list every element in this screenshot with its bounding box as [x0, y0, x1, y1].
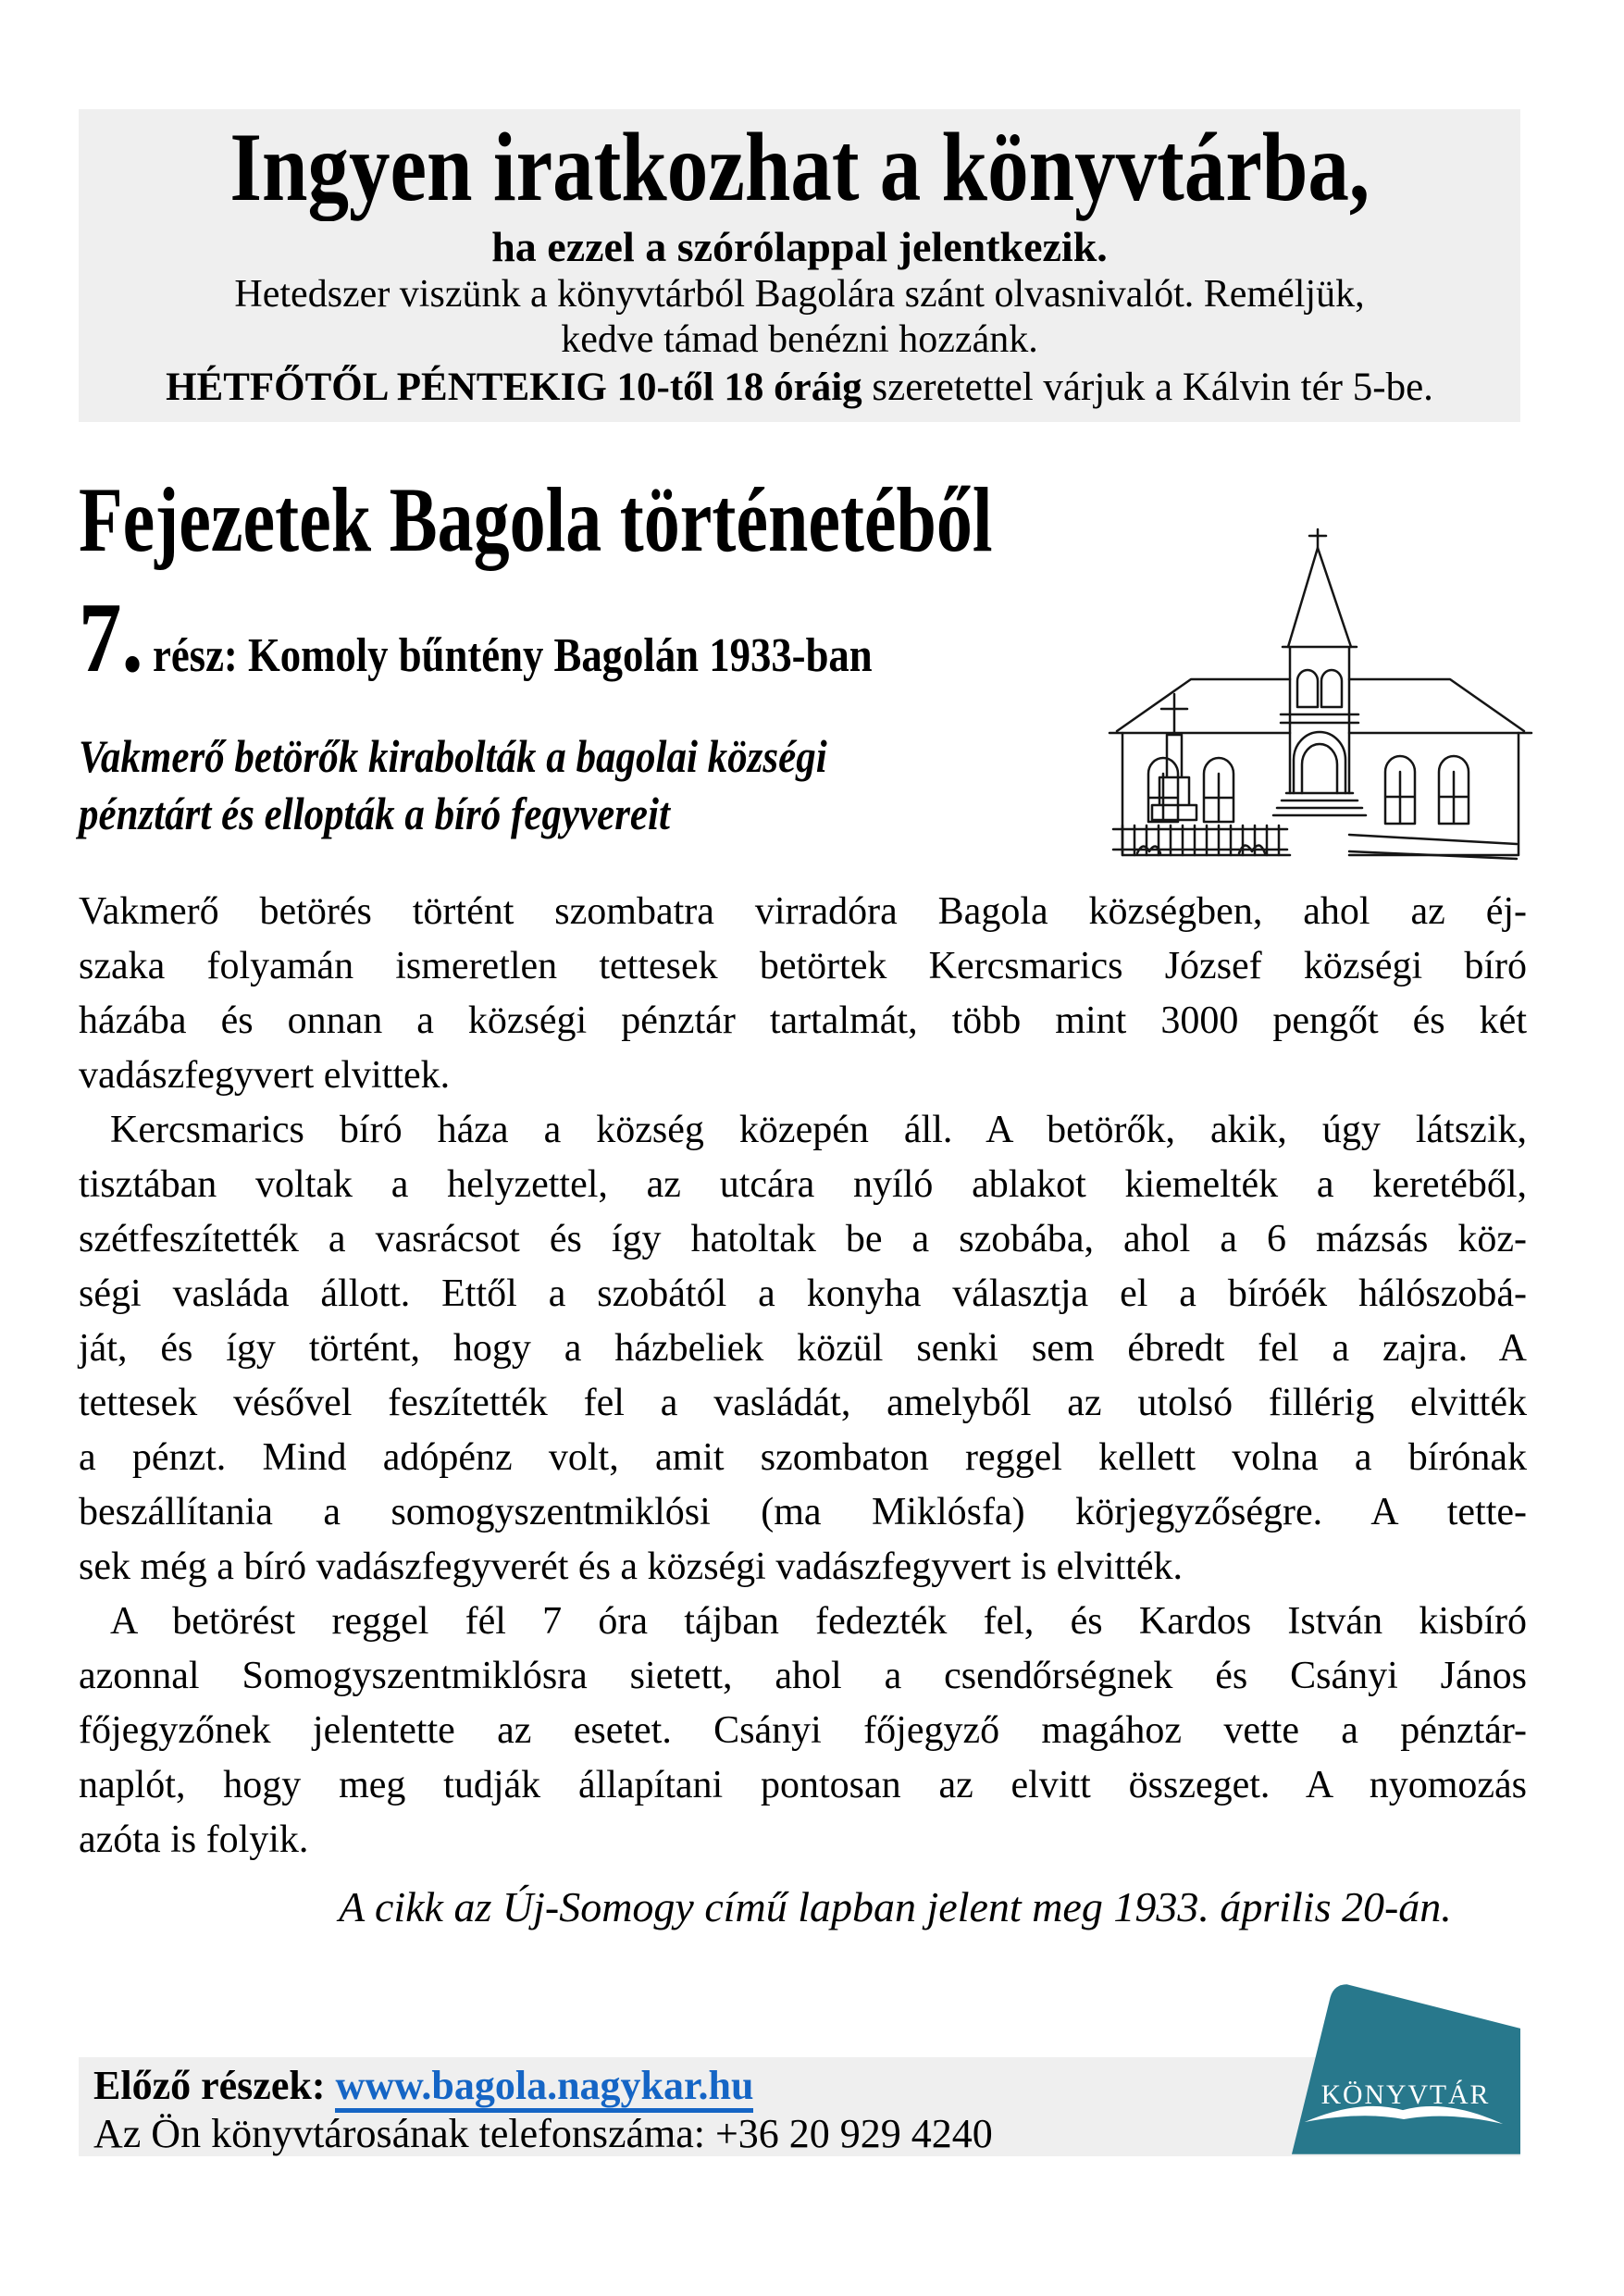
citation-line: A cikk az Új-Somogy című lapban jelent meg 1933. április 20-án. [339, 1883, 1452, 1930]
library-logo [1286, 1981, 1520, 2154]
opening-hours-line [79, 363, 1520, 413]
church-entrance-inner-arch [1302, 744, 1337, 793]
body-text-line: ját, és így történt, hogy a házbeliek közül senki sem ébredt fel a zajra. A [79, 1327, 1527, 1370]
body-text-line: azonnal Somogyszentmiklósra sietett, ahol a csendőrségnek és Csányi János [79, 1655, 1527, 1697]
church-window [1204, 758, 1233, 822]
part-title: rész: Komoly bűntény Bagolán 1933-ban [152, 629, 873, 682]
body-text-line: a pénzt. Mind adópénz volt, amit szombaton reggel kellett volna a bírónak [79, 1436, 1527, 1479]
previous-parts-label: Előző részek: [93, 2063, 336, 2108]
church-belfry-windows [1297, 670, 1342, 707]
body-text-line: beszállítania a somogyszentmiklósi (ma Miklósfa) körjegyzőségre. A tette- [79, 1491, 1527, 1533]
church-steps [1273, 793, 1366, 815]
body-text-line: főjegyzőnek jelentette az esetet. Csányi főjegyző magához vette a pénztár- [79, 1709, 1527, 1752]
body-text-line: azóta is folyik. [79, 1818, 309, 1861]
church-window [1385, 756, 1415, 824]
opening-hours-rest: szeretettel várjuk a Kálvin tér 5-be. [862, 366, 1433, 409]
church-left-roof [1110, 679, 1290, 733]
header-subtitle: ha ezzel a szórólappal jelentkezik. [491, 223, 1108, 270]
cross-monument [1152, 694, 1196, 820]
previous-parts-link[interactable]: www.bagola.nagykar.hu [335, 2063, 753, 2113]
header-line-2: kedve támad benézni hozzánk. [561, 318, 1038, 361]
body-text-line: tisztában voltak a helyzettel, az utcára nyíló ablakot kiemelték a keretéből, [79, 1163, 1527, 1206]
body-text-line: szétfeszítették a vasrácsot és így hatoltak be a szobába, ahol a 6 mázsás köz- [79, 1218, 1527, 1260]
body-text-line: sek még a bíró vadászfegyverét és a községi vadászfegyvert is elvitték. [79, 1545, 1184, 1588]
series-title-text: Fejezetek Bagola történetéből [79, 468, 993, 571]
series-title [79, 468, 1250, 572]
church-spire [1288, 548, 1351, 647]
part-number: 7. [79, 583, 143, 693]
church-right-roof [1349, 679, 1531, 733]
body-text-line: Kercsmarics bíró háza a község közepén áll. A betörők, akik, úgy látszik, [110, 1109, 1527, 1151]
church-illustration [1103, 524, 1540, 885]
logo-text: KÖNYVTÁR [1320, 2079, 1491, 2111]
church-window [1439, 756, 1469, 824]
lede-line-1: Vakmerő betörők kirabolták a bagolai községi [79, 730, 827, 782]
body-text-line: ségi vasláda állott. Ettől a szobától a konyha választja el a bíróék hálószobá- [79, 1272, 1527, 1315]
body-text-line: A betörést reggel fél 7 óra tájban fedezték fel, és Kardos István kisbíró [110, 1600, 1527, 1643]
body-text-line: vadászfegyvert elvittek. [79, 1054, 451, 1097]
body-text-line: naplót, hogy meg tudják állapítani pontosan az elvitt összeget. A nyomozás [79, 1764, 1527, 1806]
church-tower-cornice [1281, 714, 1358, 723]
lede-line-2: pénztárt és ellopták a bíró fegyvereit [79, 788, 670, 839]
header-box [79, 109, 1520, 422]
opening-hours-bold: HÉTFŐTŐL PÉNTEKIG 10-től 18 óráig [166, 366, 862, 409]
body-text-line: Vakmerő betörés történt szombatra virradóra Bagola községben, ahol az éj- [79, 890, 1527, 933]
body-text-line: tettesek vésővel feszítették fel a vasládát, amelyből az utolsó fillérig elvitték [79, 1382, 1527, 1424]
body-text-line: szaka folyamán ismeretlen tettesek betörtek Kercsmarics József községi bíró [79, 945, 1527, 987]
body-text-line: házába és onnan a községi pénztár tartalmát, több mint 3000 pengőt és két [79, 999, 1527, 1042]
phone-line: Az Ön könyvtárosának telefonszáma: +36 20 929 4240 [93, 2111, 993, 2156]
header-title-text: Ingyen iratkozhat a könyvtárba, [229, 113, 1370, 221]
church-cross-top-icon [1309, 529, 1326, 548]
header-title [79, 113, 1520, 222]
article-body [79, 885, 1527, 1868]
logo-shape [1292, 1984, 1520, 2154]
header-line-1: Hetedszer viszünk a könyvtárból Bagolára szánt olvasnivalót. Reméljük, [234, 273, 1365, 316]
lede [79, 727, 827, 842]
part-heading [79, 581, 873, 696]
